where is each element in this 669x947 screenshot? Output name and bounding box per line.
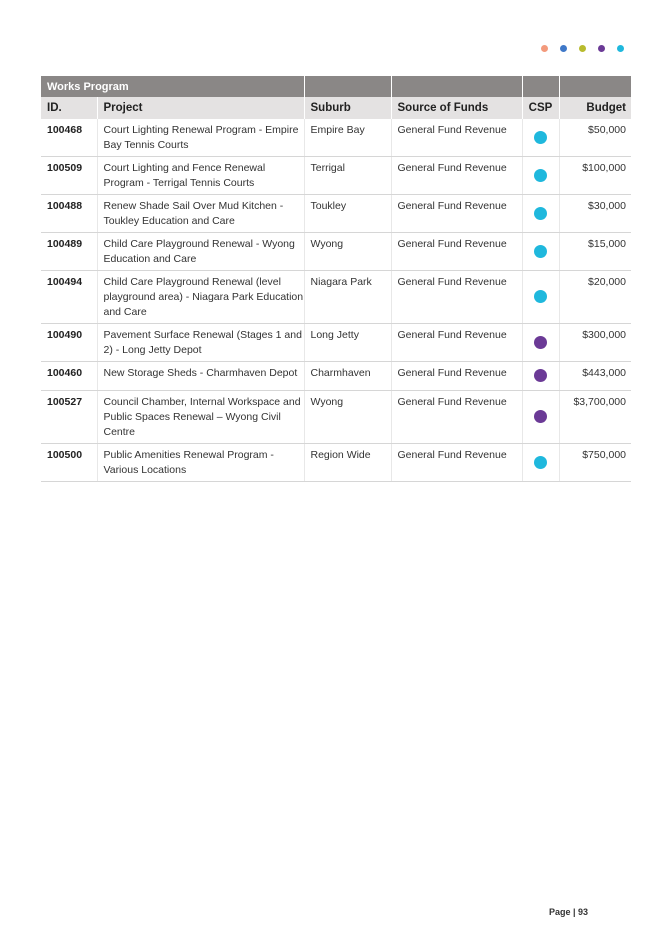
row-id: 100488 xyxy=(41,195,97,233)
row-suburb: Wyong xyxy=(304,233,391,271)
row-csp xyxy=(522,157,559,195)
row-csp xyxy=(522,444,559,482)
row-csp xyxy=(522,195,559,233)
dot-purple xyxy=(598,45,605,52)
row-id: 100489 xyxy=(41,233,97,271)
row-id: 100494 xyxy=(41,271,97,324)
row-suburb: Niagara Park xyxy=(304,271,391,324)
row-csp xyxy=(522,271,559,324)
row-csp xyxy=(522,391,559,444)
row-budget: $300,000 xyxy=(559,324,631,362)
row-project: Public Amenities Renewal Program - Various Locations xyxy=(97,444,304,482)
row-csp xyxy=(522,233,559,271)
row-suburb: Wyong xyxy=(304,391,391,444)
table-row xyxy=(41,362,631,391)
row-id: 100468 xyxy=(41,119,97,157)
row-budget: $100,000 xyxy=(559,157,631,195)
csp-indicator-icon xyxy=(534,290,547,303)
row-budget: $30,000 xyxy=(559,195,631,233)
row-project: Court Lighting and Fence Renewal Program - Terrigal Tennis Courts xyxy=(97,157,304,195)
row-csp xyxy=(522,324,559,362)
row-project: Council Chamber, Internal Workspace and Public Spaces Renewal – Wyong Civil Centre xyxy=(97,391,304,444)
row-source: General Fund Revenue xyxy=(391,195,522,233)
row-id: 100490 xyxy=(41,324,97,362)
csp-indicator-icon xyxy=(534,131,547,144)
dot-green xyxy=(579,45,586,52)
row-source: General Fund Revenue xyxy=(391,271,522,324)
table-row xyxy=(41,271,631,324)
row-project: Child Care Playground Renewal - Wyong Education and Care xyxy=(97,233,304,271)
row-source: General Fund Revenue xyxy=(391,119,522,157)
row-project: Child Care Playground Renewal (level playground area) - Niagara Park Education and Care xyxy=(97,271,304,324)
col-header-csp: CSP xyxy=(522,97,559,119)
csp-indicator-icon xyxy=(534,369,547,382)
table-row xyxy=(41,444,631,482)
row-suburb: Terrigal xyxy=(304,157,391,195)
table-row xyxy=(41,233,631,271)
table-title-row xyxy=(41,76,631,97)
col-header-project: Project xyxy=(97,97,304,119)
row-budget: $20,000 xyxy=(559,271,631,324)
row-id: 100500 xyxy=(41,444,97,482)
table-title: Works Program xyxy=(41,76,304,97)
row-source: General Fund Revenue xyxy=(391,157,522,195)
row-source: General Fund Revenue xyxy=(391,391,522,444)
dot-orange xyxy=(541,45,548,52)
col-header-suburb: Suburb xyxy=(304,97,391,119)
dot-blue xyxy=(560,45,567,52)
row-source: General Fund Revenue xyxy=(391,444,522,482)
row-source: General Fund Revenue xyxy=(391,362,522,391)
row-budget: $3,700,000 xyxy=(559,391,631,444)
table-row xyxy=(41,119,631,157)
works-program-table xyxy=(41,76,631,482)
decorative-dots xyxy=(541,45,624,52)
row-project: Renew Shade Sail Over Mud Kitchen - Toukley Education and Care xyxy=(97,195,304,233)
table-row xyxy=(41,391,631,444)
row-suburb: Charmhaven xyxy=(304,362,391,391)
table-header-row xyxy=(41,97,631,119)
row-project: New Storage Sheds - Charmhaven Depot xyxy=(97,362,304,391)
row-suburb: Region Wide xyxy=(304,444,391,482)
dot-cyan xyxy=(617,45,624,52)
row-source: General Fund Revenue xyxy=(391,233,522,271)
col-header-budget: Budget xyxy=(559,97,631,119)
row-id: 100527 xyxy=(41,391,97,444)
csp-indicator-icon xyxy=(534,456,547,469)
row-budget: $443,000 xyxy=(559,362,631,391)
csp-indicator-icon xyxy=(534,410,547,423)
table-row xyxy=(41,195,631,233)
row-source: General Fund Revenue xyxy=(391,324,522,362)
table-row xyxy=(41,157,631,195)
row-suburb: Toukley xyxy=(304,195,391,233)
page-number: Page | 93 xyxy=(549,907,589,917)
row-id: 100460 xyxy=(41,362,97,391)
row-csp xyxy=(522,362,559,391)
row-suburb: Empire Bay xyxy=(304,119,391,157)
csp-indicator-icon xyxy=(534,207,547,220)
table-row xyxy=(41,324,631,362)
row-csp xyxy=(522,119,559,157)
row-id: 100509 xyxy=(41,157,97,195)
csp-indicator-icon xyxy=(534,245,547,258)
row-budget: $50,000 xyxy=(559,119,631,157)
csp-indicator-icon xyxy=(534,169,547,182)
row-budget: $15,000 xyxy=(559,233,631,271)
col-header-source: Source of Funds xyxy=(391,97,522,119)
col-header-id: ID. xyxy=(41,97,97,119)
table-body xyxy=(41,119,631,482)
row-budget: $750,000 xyxy=(559,444,631,482)
row-project: Court Lighting Renewal Program - Empire Bay Tennis Courts xyxy=(97,119,304,157)
row-suburb: Long Jetty xyxy=(304,324,391,362)
csp-indicator-icon xyxy=(534,336,547,349)
row-project: Pavement Surface Renewal (Stages 1 and 2) - Long Jetty Depot xyxy=(97,324,304,362)
